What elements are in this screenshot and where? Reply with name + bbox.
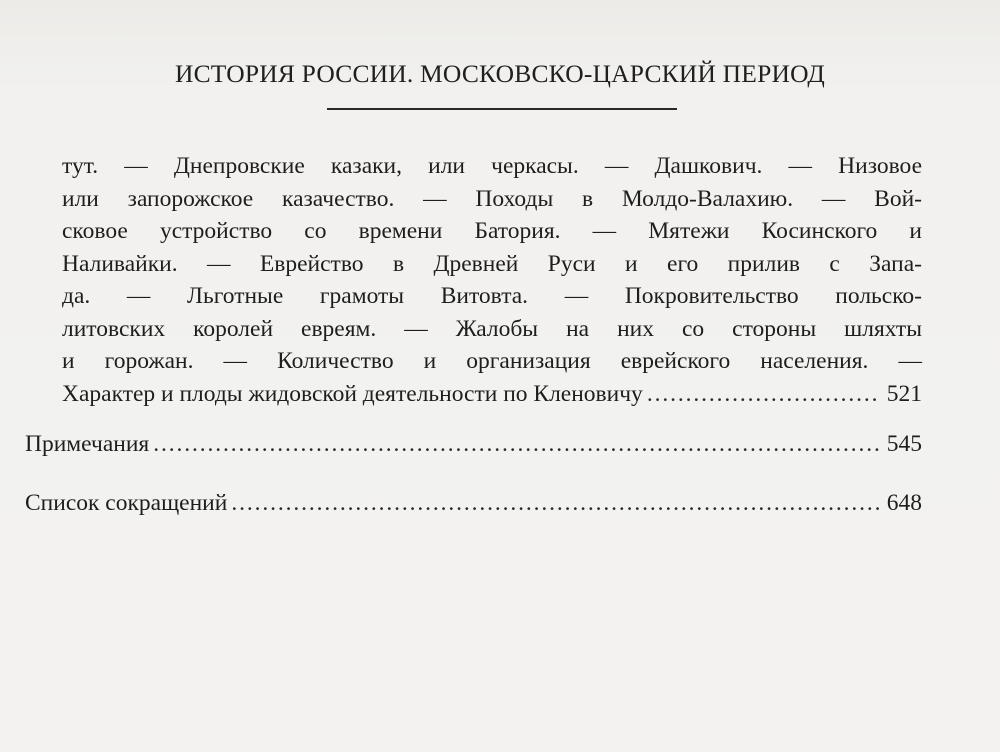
dot-leader — [231, 487, 880, 519]
page-number: 545 — [886, 431, 922, 457]
page-number: 521 — [886, 380, 922, 407]
entry-last-line[interactable] — [62, 378, 922, 411]
entry-line: литовских королей евреям. — Жалобы на них со стороны шляхты — [62, 315, 922, 342]
entry-line: и горожан. — Количество и организация еврейского населения. — — [62, 348, 922, 374]
header-rule — [327, 108, 677, 110]
toc-entry-continuation — [62, 150, 922, 410]
entry-line: тут. — Днепровские казаки, или черкасы. — Дашкович. — Низовое — [62, 153, 922, 179]
toc-item-label: Примечания — [25, 431, 150, 457]
entry-last-line-text: Характер и плоды жидовской деятельности по Кленовичу — [62, 380, 643, 407]
running-header: ИСТОРИЯ РОССИИ. МОСКОВСКО-ЦАРСКИЙ ПЕРИОД — [174, 59, 826, 88]
dot-leader — [647, 378, 881, 411]
entry-line: да. — Льготные грамоты Витовта. — Покровительство польско- — [62, 283, 922, 309]
entry-line: Наливайки. — Еврейство в Древней Руси и его прилив с Запа- — [62, 250, 922, 277]
dot-leader — [153, 428, 881, 460]
entry-line: или запорожское казачество. — Походы в Молдо-Валахию. — Вой- — [62, 185, 922, 212]
toc-item-label: Список сокращений — [25, 490, 228, 516]
entry-line: сковое устройство со времени Батория. — Мятежи Косинского и — [62, 218, 922, 244]
page-number: 648 — [886, 490, 922, 516]
toc-item-notes[interactable] — [25, 428, 922, 460]
toc-item-abbreviations[interactable] — [25, 487, 922, 519]
